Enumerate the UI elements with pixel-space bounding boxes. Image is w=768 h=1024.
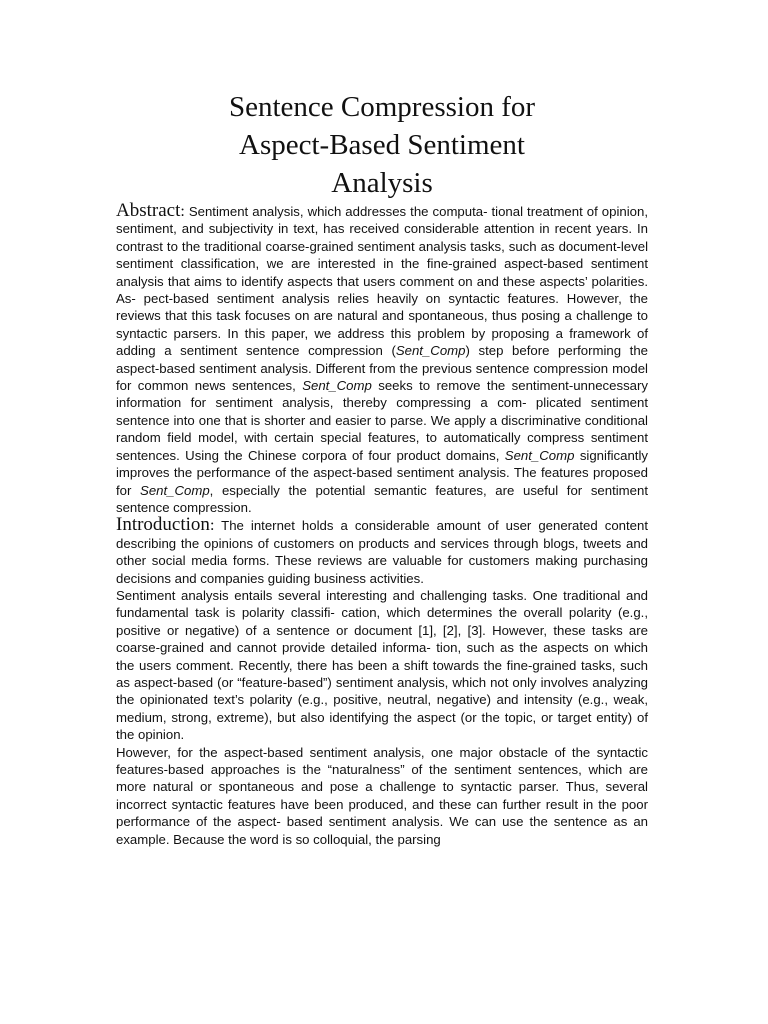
- introduction-colon: :: [209, 517, 215, 535]
- introduction-text-1: The internet holds a considerable amount of user generated content describing the opinions of customers on products and services through blogs, tweets and other social media forms. These reviews are valuable for customers making purchasing decisions and companies guiding business activities.: [116, 518, 648, 586]
- title-line-2: Aspect-Based Sentiment: [239, 129, 525, 161]
- abstract-term-sent-comp: Sent_Comp: [140, 482, 210, 498]
- abstract-paragraph: [116, 202, 648, 516]
- document-title: [116, 88, 648, 202]
- abstract-heading: Abstract: [116, 200, 181, 221]
- title-line-3: Analysis: [331, 167, 433, 199]
- introduction-paragraph-3: However, for the aspect-based sentiment analysis, one major obstacle of the syntactic features-based approaches is the “naturalness” of the sentiment sentences, which are more natural or spontaneous and pose a challenge to syntactic parser. Thus, several incorrect syntactic features have been produced, and these can further result in the poor performance of the aspect- based sentiment analysis. We can use the sentence as an example. Because the word is so colloquial, the parsing: [116, 744, 648, 847]
- document-page: [116, 88, 648, 848]
- title-line-1: Sentence Compression for: [228, 91, 536, 123]
- abstract-text-2: ) step before performing the aspect-based sentiment analysis. Different from the previous sentence compression model for common news sentences,: [116, 343, 649, 394]
- abstract-term-sent-comp: Sent_Comp: [395, 343, 466, 359]
- introduction-heading: Introduction: [116, 514, 210, 536]
- introduction-paragraph-2: Sentiment analysis entails several interesting and challenging tasks. One traditional and fundamental task is polarity classifi- cation, which determines the overall polarity (e.g., positive or negative) of a sentence or document [1], [2], [3]. However, these tasks are coarse-grained and cannot provide detailed informa- tion, such as the aspects on which the users comment. Recently, there has been a shift towards the fine-grained tasks, such as aspect-based (or “feature-based”) sentiment analysis, which not only involves analyzing the opinionated text’s polarity (e.g., positive, neutral, negative) and intensity (e.g., weak, medium, strong, extreme), but also identifying the aspect (or the topic, or target entity) of the opinion.: [116, 587, 648, 743]
- abstract-term-sent-comp: Sent_Comp: [302, 378, 372, 394]
- abstract-term-sent-comp: Sent_Comp: [504, 447, 575, 463]
- abstract-text-1: Sentiment analysis, which addresses the computa- tional treatment of opinion, sentiment, and subjectivity in text, has received considerable attention in recent years. In contrast to the traditional coarse-grained sentiment analysis tasks, such as document-level sentiment classification, we are interested in the fine-grained aspect-based sentiment analysis that aims to identify aspects that users comment on and these aspects’ polarities. As- pect-based sentiment analysis relies heavily on syntactic features. However, the reviews that this task focuses on are natural and spontaneous, thus posing a challenge to syntactic parsers. In this paper, we address this problem by proposing a framework of adding a sentiment sentence compression (: [116, 204, 648, 359]
- abstract-colon: :: [180, 203, 185, 220]
- abstract-text-5: , especially the potential semantic features, are useful for sentiment sentence compression.: [116, 482, 648, 515]
- abstract-text-4: significantly improves the performance of the aspect-based sentiment analysis. The features proposed for: [116, 447, 648, 498]
- abstract-text-3: seeks to remove the sentiment-unnecessary information for sentiment analysis, thereby compressing a com- plicated sentiment sentence into one that is shorter and easier to parse. We apply a discriminative conditional random field model, with certain special features, to automatically compress sentiment sentences. Using the Chinese corpora of four product domains,: [116, 378, 648, 463]
- introduction-paragraph-1: [116, 516, 648, 587]
